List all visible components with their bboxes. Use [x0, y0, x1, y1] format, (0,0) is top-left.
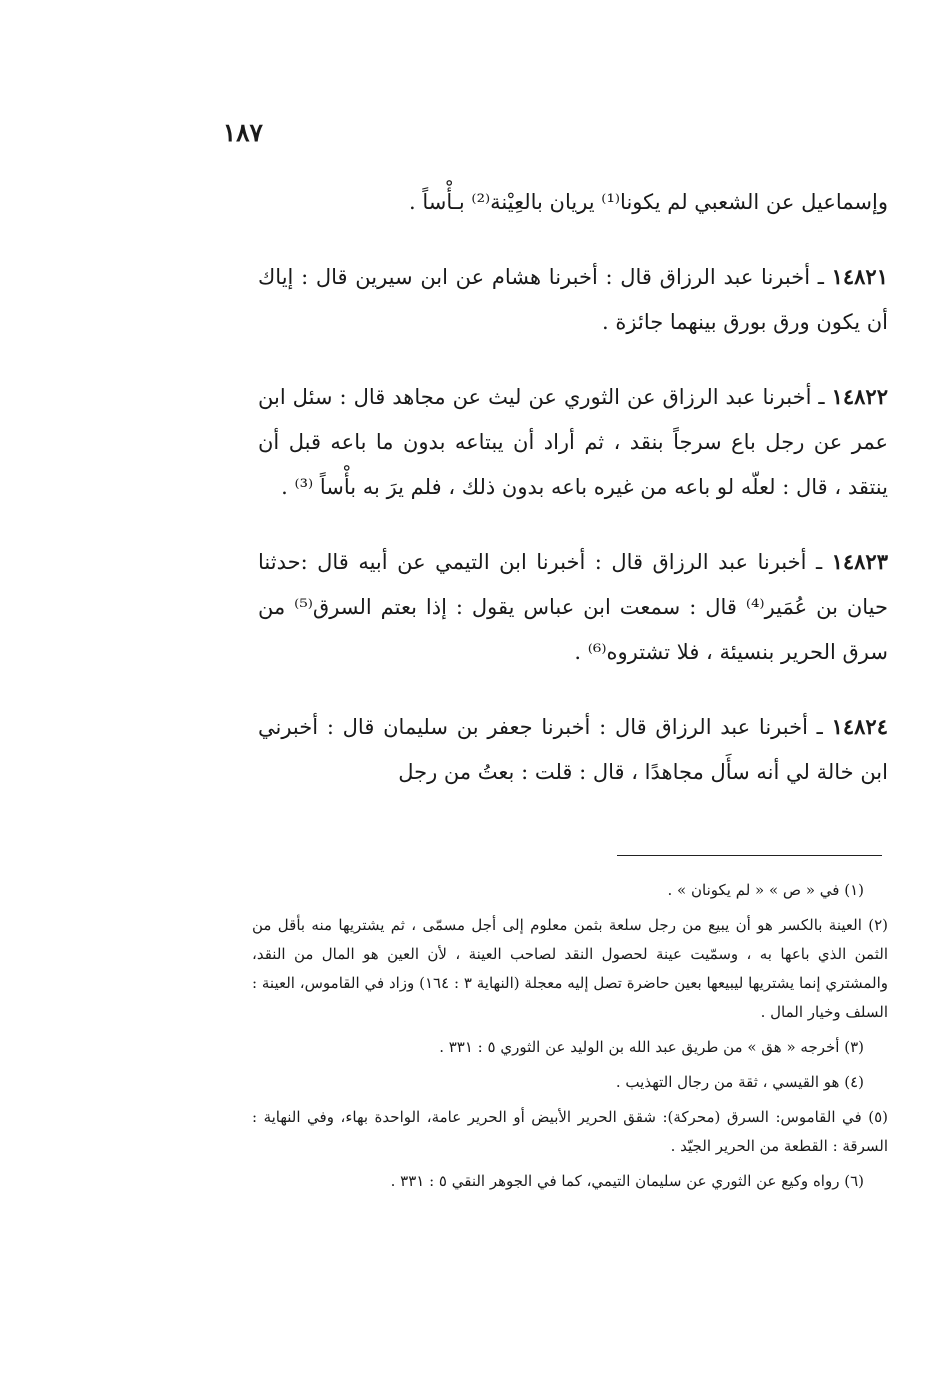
footnote-5: (٥) في القاموس: السرق (محركة): شقق الحرير الأبيض أو الحرير عامة، الواحدة بهاء، وفي النهاية : السرقة : القطعة من الحرير الجيّد . — [252, 1108, 888, 1155]
hadith-text: ـ أخبرنا عبد الرزاق قال : أخبرنا هشام عن ابن سيرين قال : إياك أن يكون ورق بورق بينهما جائزة . — [258, 265, 888, 334]
hadith-14824 — [258, 704, 888, 795]
hadith-text: ـ أخبرنا عبد الرزاق عن الثوري عن ليث عن مجاهد قال : سئل ابن عمر عن رجل باع سرجاً بنقد ، ثم أراد أن يبتاعه بدون ما باعه قبل أن ينتقد ، قال : لعلّه لو باعه من غيره باعه بدون ذلك ، فلم يرَ به بأْساً ⁽³⁾ . — [258, 385, 888, 499]
main-text — [258, 180, 888, 795]
footnote-4: (٤) هو القيسي ، ثقة من رجال التهذيب . — [615, 1073, 864, 1091]
hadith-number: ١٤٨٢٢ — [831, 384, 888, 409]
footnote-divider — [617, 855, 882, 856]
footnote-6: (٦) رواه وكيع عن الثوري عن سليمان التيمي، كما في الجوهر النقي ٥ : ٣٣١ . — [390, 1172, 864, 1190]
footnote-3: (٣) أخرجه « هق » من طريق عبد الله بن الوليد عن الثوري ٥ : ٣٣١ . — [439, 1038, 864, 1056]
paragraph-intro — [258, 180, 888, 225]
hadith-text: ـ أخبرنا عبد الرزاق قال : أخبرنا ابن التيمي عن أبيه قال :حدثنا حيان بن عُمَير⁽⁴⁾ قال : سمعت ابن عباس يقول : إذا بعتم السرق⁽⁵⁾ من سرق الحرير بنسيئة ، فلا تشتروه⁽⁶⁾ . — [258, 550, 888, 664]
hadith-14821 — [258, 254, 888, 345]
hadith-14823 — [258, 539, 888, 675]
hadith-number: ١٤٨٢١ — [831, 264, 888, 289]
footnote-1: (١) في « ص » « لم يكونان » . — [667, 881, 864, 899]
page-number: ١٨٧ — [222, 118, 263, 147]
footnotes — [252, 876, 888, 1202]
hadith-text: ـ أخبرنا عبد الرزاق قال : أخبرنا جعفر بن سليمان قال : أخبرني ابن خالة لي أنه سأَل مجاهدًا ، قال : قلت : بعتُ من رجل — [258, 715, 888, 784]
hadith-number: ١٤٨٢٤ — [831, 714, 888, 739]
paragraph-text: وإسماعيل عن الشعبي لم يكونا⁽¹⁾ يريان بالعِيْنة⁽²⁾ بـأْساً . — [409, 190, 888, 214]
hadith-number: ١٤٨٢٣ — [831, 549, 888, 574]
footnote-2: (٢) العينة بالكسر هو أن يبيع من رجل سلعة بثمن معلوم إلى أجل مسمّى ، ثم يشتريها منه بأقل من الثمن الذي باعها به ، وسمّيت عينة لحصول النقد لصاحب العينة ، لأن العين هو المال من النقد، والمشتري إنما يشتريها ليبيعها بعين حاضرة تصل إليه معجلة (النهاية ٣ : ١٦٤) وزاد في القاموس، العينة : السلف وخيار المال . — [252, 916, 889, 1021]
hadith-14822 — [258, 374, 888, 510]
